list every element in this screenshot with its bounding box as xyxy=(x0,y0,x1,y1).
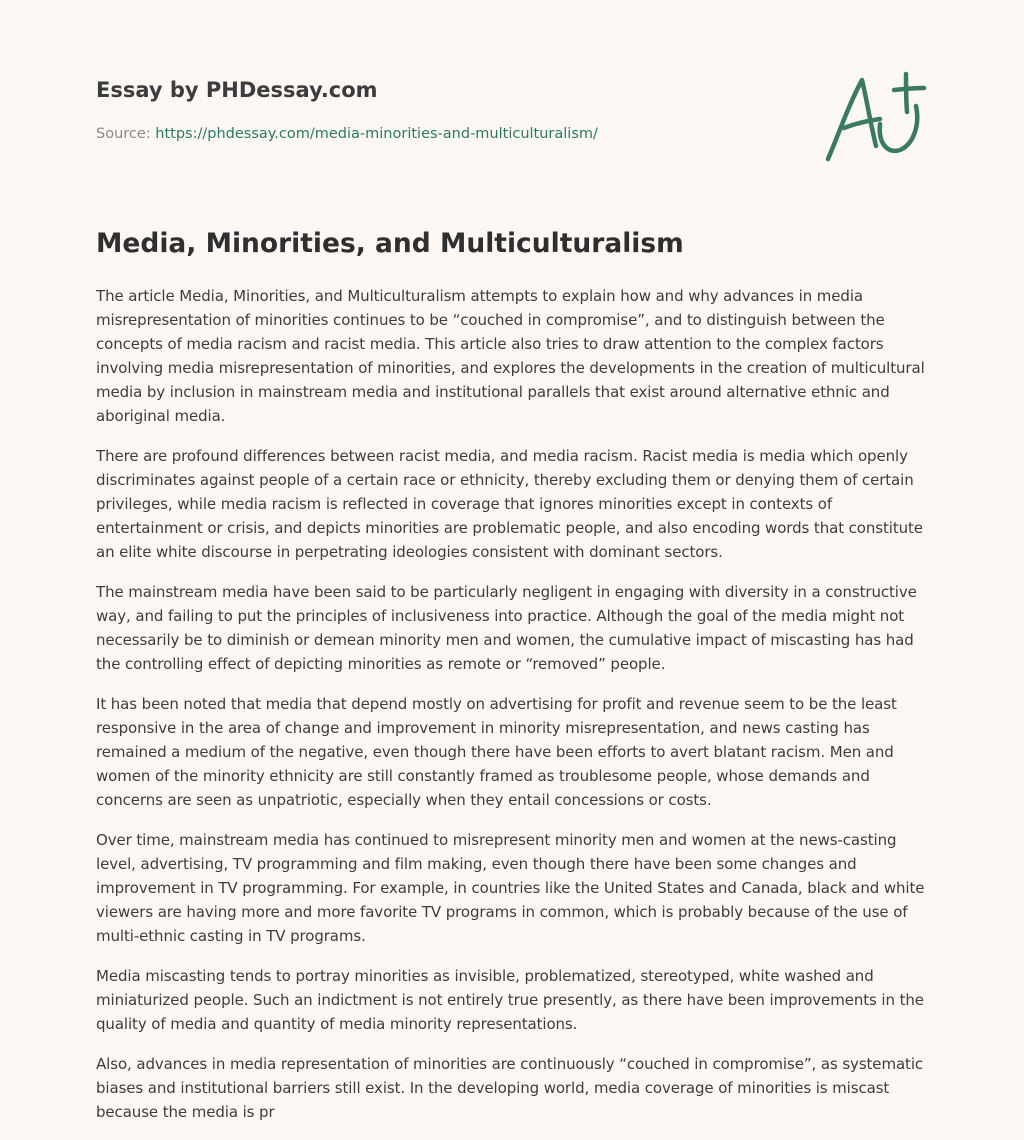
site-title: Essay by PHDessay.com xyxy=(96,78,378,102)
page-header xyxy=(96,76,796,144)
essay-paragraph-6: Media miscasting tends to portray minorities as invisible, problematized, stereotyped, white washed and miniaturized people. Such an indictment is not entirely true presently, as there have been improvements in the quality of media and quantity of media minority representations. xyxy=(96,967,924,1033)
essay-paragraph-4: It has been noted that media that depend mostly on advertising for profit and revenue seem to be the least responsive in the area of change and improvement in minority misrepresentation, and news casting has remained a medium of the negative, even though there have been efforts to avert blatant racism. Men and women of the minority ethnicity are still constantly framed as troublesome people, whose demands and concerns are seen as unpatriotic, especially when they entail concessions or costs. xyxy=(96,695,897,809)
essay-title: Media, Minorities, and Multiculturalism xyxy=(96,228,684,259)
essay-paragraph-5: Over time, mainstream media has continued to misrepresent minority men and women at the news-casting level, advertising, TV programming and film making, even though there have been some changes and improvement in TV programming. For example, in countries like the United States and Canada, black and white viewers are having more and more favorite TV programs in common, which is probably because of the use of multi-ethnic casting in TV programs. xyxy=(96,831,925,945)
essay-content xyxy=(96,226,934,1140)
essay-paragraph-2: There are profound differences between racist media, and media racism. Racist media is media which openly discriminates against people of a certain race or ethnicity, thereby excluding them or denying them of certain privileges, while media racism is reflected in coverage that ignores minorities except in contexts of entertainment or crisis, and depicts minorities are problematic people, and also encoding words that constitute an elite white discourse in perpetrating ideologies consistent with dominant sectors. xyxy=(96,447,923,561)
essay-paragraph-3: The mainstream media have been said to be particularly negligent in engaging with diversity in a constructive way, and failing to put the principles of inclusiveness into practice. Although the goal of the media might not necessarily be to diminish or demean minority men and women, the cumulative impact of miscasting has had the controlling effect of depicting minorities as remote or “removed” people. xyxy=(96,583,917,673)
essay-paragraph-7: Also, advances in media representation of minorities are continuously “couched in compromise”, as systematic biases and institutional barriers still exist. In the developing world, media coverage of minorities is miscast because the media is pr xyxy=(96,1055,924,1121)
essay-paragraph-1: The article Media, Minorities, and Multiculturalism attempts to explain how and why advances in media misrepresentation of minorities continues to be “couched in compromise”, and to distinguish between the concepts of media racism and racist media. This article also tries to draw attention to the complex factors involving media misrepresentation of minorities, and explores the developments in the creation of multicultural media by inclusion in mainstream media and institutional parallels that exist around alternative ethnic and aboriginal media. xyxy=(96,287,925,425)
source-label: Source: xyxy=(96,126,156,142)
source-link[interactable]: https://phdessay.com/media-minorities-and-multiculturalism/ xyxy=(155,126,598,142)
source-line xyxy=(96,124,796,144)
a-plus-grade-icon xyxy=(820,66,930,166)
